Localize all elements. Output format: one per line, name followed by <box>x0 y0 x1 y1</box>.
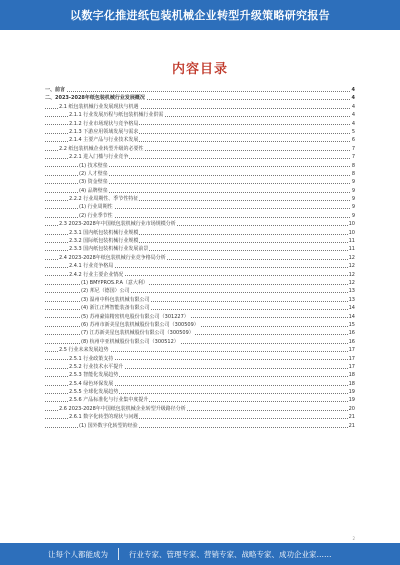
footer-slogan-right: 行业专家、管理专家、营销专家、战略专家、成功企业家…… <box>129 549 332 559</box>
toc-entry-label: 2.4 2023-2028年纸包装机械行业竞争格局分析 <box>59 254 166 261</box>
toc-entry-page: 8 <box>351 162 355 169</box>
toc-entry[interactable] <box>45 355 355 363</box>
toc-entry-label: (2) 邦尼（德国）公司 <box>81 288 130 295</box>
toc-entry[interactable] <box>45 94 355 102</box>
toc-entry-label: 2.1.1 行业发展历程与纸包装机械行业供需 <box>69 112 164 119</box>
toc-entry-page: 11 <box>348 246 355 253</box>
toc-entry-label: 2.1.4 主要产品与行业技术发展 <box>69 137 139 144</box>
toc-entry-label: (3) 资金壁垒 <box>79 179 108 186</box>
toc-entry[interactable] <box>45 287 355 295</box>
toc-entry[interactable] <box>45 187 355 195</box>
toc-entry[interactable] <box>45 304 355 312</box>
toc-entry-label: 2.1.2 行业市场现状与竞争格局 <box>69 120 139 127</box>
toc-entry-page: 18 <box>348 372 355 379</box>
toc-entry[interactable] <box>45 120 355 128</box>
toc-entry-label: (3) 温州中科包装机械有限公司 <box>81 296 150 303</box>
toc-entry-label: 2.5 行业未来发展趋势 <box>59 347 109 354</box>
toc-entry[interactable] <box>45 271 355 279</box>
toc-entry-label: 2.2.1 进入门槛与行业竞争 <box>69 154 129 161</box>
toc-entry[interactable] <box>45 203 355 211</box>
toc-entry-label: (4) 品牌壁垒 <box>79 187 108 194</box>
toc-entry[interactable] <box>45 245 355 253</box>
toc-entry-label: (5) 苏州豪铂精密机电股份有限公司（301227） <box>81 313 189 320</box>
toc-entry-label: (4) 浙江正博智能装备有限公司 <box>81 305 150 312</box>
toc-entry-page: 10 <box>348 221 355 228</box>
toc-entry[interactable] <box>45 220 355 228</box>
toc-entry[interactable] <box>45 346 355 354</box>
toc-entry-label: 2.5.5 全球化发展趋势 <box>69 389 119 396</box>
toc-entry[interactable] <box>45 396 355 404</box>
report-header-bar <box>0 0 400 30</box>
toc-entry[interactable] <box>45 178 355 186</box>
toc-entry-page: 4 <box>351 87 355 93</box>
toc-entry-label: (1) BMYPROS.P.A（意大利） <box>81 279 148 286</box>
toc-entry[interactable] <box>45 229 355 237</box>
toc-entry-label: 2.5.3 智能化发展趋势 <box>69 372 119 379</box>
toc-entry-page: 11 <box>348 238 355 245</box>
toc-entry[interactable] <box>45 262 355 270</box>
toc-entry[interactable] <box>45 296 355 304</box>
toc-entry-label: (2) 人才壁垒 <box>79 170 108 177</box>
toc-entry[interactable] <box>45 170 355 178</box>
toc-entry[interactable] <box>45 363 355 371</box>
toc-entry[interactable] <box>45 136 355 144</box>
toc-entry-label: 2.2.2 行业周期性、季节性特征 <box>69 196 139 203</box>
toc-entry-page: 9 <box>351 204 355 211</box>
report-title: 以数字化推进纸包装机械企业转型升级策略研究报告 <box>70 9 330 22</box>
toc-entry-page: 16 <box>348 330 355 337</box>
toc-heading: 内容目录 <box>171 62 228 77</box>
toc-entry[interactable] <box>45 338 355 346</box>
toc-entry-label: 2.5.1 行业政策支持 <box>69 355 114 362</box>
toc-entry[interactable] <box>45 422 355 430</box>
toc-entry[interactable] <box>45 413 355 421</box>
toc-entry-page: 16 <box>348 338 355 345</box>
toc-entry-page: 18 <box>348 380 355 387</box>
toc-entry-label: 2.5.2 行业技术水平提升 <box>69 363 124 370</box>
toc-entry-label: 2.2 纸包装机械企业转型升级的必要性 <box>59 145 144 152</box>
toc-entry-page: 19 <box>348 389 355 396</box>
toc-entry-label: 2.3.2 国际纸包装机械行业规模 <box>69 238 139 245</box>
toc-entry-label: (2) 行业季节性 <box>79 212 113 219</box>
toc-entry-label: 2.1.3 下游应用领域发展与需求 <box>69 128 139 135</box>
toc-entry-page: 12 <box>348 263 355 270</box>
toc-entry-page: 19 <box>348 397 355 404</box>
toc-entry-page: 10 <box>348 229 355 236</box>
toc-entry[interactable] <box>45 380 355 388</box>
toc-entry-label: 2.1 纸包装机械行业发展现状与机遇 <box>59 103 139 110</box>
toc-entry-label: 一、前言 <box>45 87 66 93</box>
toc-entry-page: 13 <box>348 288 355 295</box>
toc-entry-page: 17 <box>348 363 355 370</box>
toc-entry[interactable] <box>45 153 355 161</box>
toc-entry-page: 6 <box>351 137 355 144</box>
toc-entry-page: 12 <box>348 271 355 278</box>
toc-entry-page: 7 <box>351 145 355 152</box>
toc-entry-label: 2.3 2023-2028年中国纸包装机械行业市场规模分析 <box>59 221 176 228</box>
toc-entry-page: 8 <box>351 170 355 177</box>
toc-entry[interactable] <box>45 388 355 396</box>
toc-entry-page: 5 <box>351 128 355 135</box>
toc-entry-page: 4 <box>351 95 355 102</box>
toc-entry-label: 2.3.3 国内纸包装机械行业发展前景 <box>69 246 149 253</box>
footer-divider <box>118 548 119 560</box>
toc-entry-label: 2.5.4 绿色环保发展 <box>69 380 114 387</box>
toc-entry-page: 9 <box>351 212 355 219</box>
toc-entry-page: 17 <box>348 355 355 362</box>
toc-entry-page: 4 <box>351 112 355 119</box>
toc-entry[interactable] <box>45 111 355 119</box>
toc-entry-label: (7) 江苏新美星包装机械股份有限公司（300509） <box>81 330 194 337</box>
toc-entry-page: 20 <box>348 405 355 412</box>
toc-entry[interactable] <box>45 405 355 413</box>
toc-entry-label: (1) 国外数字化转型的经验 <box>79 422 138 429</box>
toc-entry-page: 9 <box>351 196 355 203</box>
toc-entry-page: 21 <box>348 422 355 429</box>
toc-entry[interactable] <box>45 321 355 329</box>
toc-entry[interactable] <box>45 329 355 337</box>
toc-entry[interactable] <box>45 371 355 379</box>
toc-entry[interactable] <box>45 212 355 220</box>
toc-entry[interactable] <box>45 145 355 153</box>
toc-entry[interactable] <box>45 254 355 262</box>
toc-entry-label: 2.6 2023-2028年中国纸包装机械企业转型升级路径分析 <box>59 405 186 412</box>
toc-entry-label: 2.5.6 产品标准化与行业集中度提升 <box>69 397 149 404</box>
toc-entry-label: (6) 苏州市新美星包装机械股份有限公司（300509） <box>81 321 199 328</box>
toc-entry-label: (1) 行业周期性 <box>79 204 113 211</box>
toc-entry-label: 2.4.1 行业竞争格局 <box>69 263 114 270</box>
toc-entry[interactable] <box>45 237 355 245</box>
page-number: 2 <box>352 536 355 541</box>
toc-entry-page: 7 <box>351 154 355 161</box>
table-of-contents <box>45 86 355 430</box>
toc-entry-label: (1) 技术壁垒 <box>79 162 108 169</box>
toc-entry-page: 13 <box>348 296 355 303</box>
toc-entry[interactable] <box>45 195 355 203</box>
toc-entry[interactable] <box>45 162 355 170</box>
toc-entry-page: 4 <box>351 120 355 127</box>
toc-entry-label: 2.3.1 国内纸包装机械行业规模 <box>69 229 139 236</box>
toc-entry-label: 2.4.2 行业主要企业情况 <box>69 271 124 278</box>
toc-entry-label: (8) 杭州中亚机械股份有限公司（300512） <box>81 338 179 345</box>
toc-entry[interactable] <box>45 86 355 94</box>
toc-entry-page: 9 <box>351 179 355 186</box>
toc-entry-page: 14 <box>348 313 355 320</box>
toc-entry[interactable] <box>45 313 355 321</box>
toc-entry[interactable] <box>45 128 355 136</box>
toc-entry-page: 21 <box>348 414 355 421</box>
footer-slogan-left: 让每个人都能成为 <box>48 549 108 559</box>
toc-entry-page: 4 <box>351 103 355 110</box>
toc-entry-label: 2.6.1 数字化转型的现状与问题 <box>69 414 139 421</box>
toc-entry-page: 14 <box>348 305 355 312</box>
toc-entry-page: 12 <box>348 254 355 261</box>
toc-entry-page: 15 <box>348 321 355 328</box>
toc-entry-page: 9 <box>351 187 355 194</box>
toc-entry-page: 17 <box>348 347 355 354</box>
footer-bar <box>0 543 400 565</box>
toc-entry[interactable] <box>45 103 355 111</box>
toc-entry[interactable] <box>45 279 355 287</box>
toc-entry-label: 二、2023-2028年纸包装机械行业发展概况 <box>45 95 145 102</box>
toc-entry-page: 12 <box>348 279 355 286</box>
